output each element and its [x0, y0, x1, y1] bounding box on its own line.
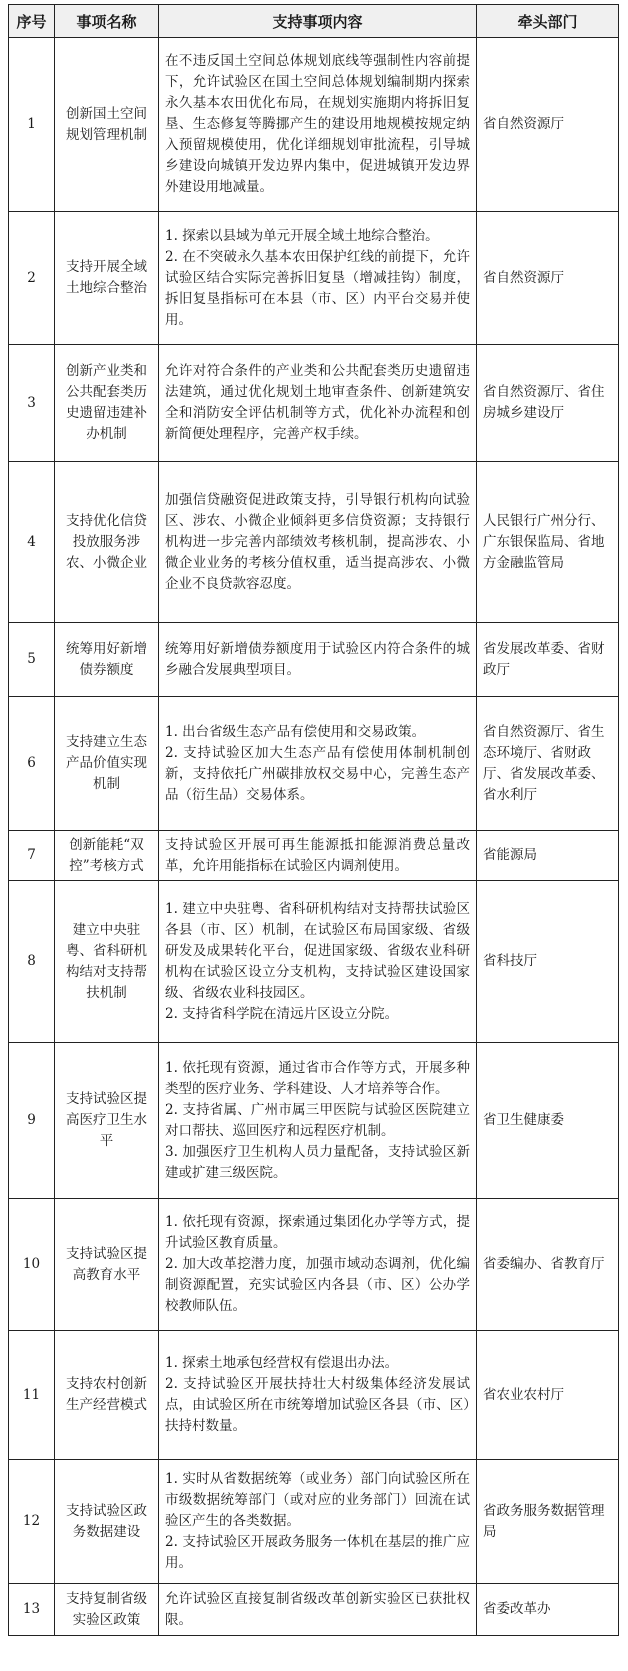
row-serial-number: 6	[9, 697, 55, 831]
row-item-name: 创新产业类和公共配套类历史遗留违建补办机制	[55, 345, 159, 462]
row-item-name: 支持复制省级实验区政策	[55, 1584, 159, 1636]
row-lead-department: 省能源局	[477, 831, 619, 881]
row-lead-department: 省自然资源厅	[477, 212, 619, 345]
row-lead-department: 省科技厅	[477, 881, 619, 1043]
row-support-content	[159, 462, 477, 623]
row-support-content	[159, 38, 477, 212]
row-serial-number: 2	[9, 212, 55, 345]
table-header-row	[9, 5, 619, 38]
row-item-name: 支持开展全域土地综合整治	[55, 212, 159, 345]
row-lead-department: 人民银行广州分行、广东银保监局、省地方金融监管局	[477, 462, 619, 623]
header-serial-number: 序号	[9, 5, 55, 38]
table-row	[9, 345, 619, 462]
content-paragraph: 统筹用好新增债券额度用于试验区内符合条件的城乡融合发展典型项目。	[165, 640, 470, 678]
table-row	[9, 831, 619, 881]
content-paragraph: 2. 支持省科学院在清远片区设立分院。	[165, 1005, 399, 1022]
row-lead-department: 省自然资源厅、省生态环境厅、省财政厅、省发展改革委、省水利厅	[477, 697, 619, 831]
row-serial-number: 13	[9, 1584, 55, 1636]
content-paragraph: 2. 在不突破永久基本农田保护红线的前提下，允许试验区结合实际完善拆旧复垦（增减挂钩）制度，拆旧复垦指标可在本县（市、区）内平台交易并使用。	[165, 248, 470, 328]
row-item-name: 创新能耗“双控”考核方式	[55, 831, 159, 881]
table-row	[9, 623, 619, 697]
content-paragraph: 2. 支持省属、广州市属三甲医院与试验区医院建立对口帮扶、巡回医疗和远程医疗机制。	[165, 1101, 470, 1139]
row-support-content	[159, 1043, 477, 1199]
table-row	[9, 212, 619, 345]
row-lead-department: 省自然资源厅	[477, 38, 619, 212]
content-paragraph: 2. 支持试验区加大生态产品有偿使用体制机制创新，支持依托广州碳排放权交易中心，完善生态产品（衍生品）交易体系。	[165, 744, 470, 803]
table-body	[9, 38, 619, 1636]
row-lead-department: 省委改革办	[477, 1584, 619, 1636]
row-support-content	[159, 1331, 477, 1460]
content-paragraph: 加强信贷融资促进政策支持，引导银行机构向试验区、涉农、小微企业倾斜更多信贷资源；支持银行机构进一步完善内部绩效考核机制，提高涉农、小微企业业务的考核分值权重，适当提高涉农、小微企业不良贷款容忍度。	[165, 491, 470, 592]
row-lead-department: 省政务服务数据管理局	[477, 1460, 619, 1584]
content-paragraph: 1. 建立中央驻粤、省科研机构结对支持帮扶试验区各县（市、区）机制，在试验区布局国家级、省级研发及成果转化平台，促进国家级、省级农业科研机构在试验区设立分支机构，支持试验区建设国家级、省级农业科技园区。	[165, 900, 470, 1001]
content-paragraph: 3. 加强医疗卫生机构人员力量配备，支持试验区新建或扩建三级医院。	[165, 1143, 470, 1181]
row-support-content	[159, 697, 477, 831]
content-paragraph: 支持试验区开展可再生能源抵扣能源消费总量改革，允许用能指标在试验区内调剂使用。	[165, 836, 470, 874]
row-item-name: 支持试验区提高教育水平	[55, 1199, 159, 1331]
row-serial-number: 7	[9, 831, 55, 881]
row-item-name: 建立中央驻粤、省科研机构结对支持帮扶机制	[55, 881, 159, 1043]
table-row	[9, 881, 619, 1043]
content-paragraph: 允许对符合条件的产业类和公共配套类历史遗留违法建筑，通过优化规划土地审查条件、创新建筑安全和消防安全评估机制等方式，优化补办流程和创新简便处理程序，完善产权手续。	[165, 363, 470, 442]
row-serial-number: 4	[9, 462, 55, 623]
row-item-name: 统筹用好新增债券额度	[55, 623, 159, 697]
table-row	[9, 1460, 619, 1584]
row-serial-number: 8	[9, 881, 55, 1043]
content-paragraph: 允许试验区直接复制省级改革创新实验区已获批权限。	[165, 1590, 470, 1628]
row-support-content	[159, 831, 477, 881]
row-support-content	[159, 1584, 477, 1636]
header-item-name: 事项名称	[55, 5, 159, 38]
header-support-content: 支持事项内容	[159, 5, 477, 38]
row-serial-number: 9	[9, 1043, 55, 1199]
content-paragraph: 在不违反国土空间总体规划底线等强制性内容前提下，允许试验区在国土空间总体规划编制期内探索永久基本农田优化布局，在规划实施期内将拆旧复垦、生态修复等腾挪产生的建设用地规模按规定纳入预留规模使用，优化详细规划审批流程，引导城乡建设向城镇开发边界内集中，促进城镇开发边界外建设用地减量。	[165, 53, 470, 195]
row-lead-department: 省自然资源厅、省住房城乡建设厅	[477, 345, 619, 462]
table-row	[9, 462, 619, 623]
content-paragraph: 1. 依托现有资源，探索通过集团化办学等方式，提升试验区教育质量。	[165, 1214, 470, 1251]
content-paragraph: 1. 出台省级生态产品有偿使用和交易政策。	[165, 723, 426, 740]
content-paragraph: 2. 支持试验区开展扶持壮大村级集体经济发展试点，由试验区所在市统筹增加试验区各县（市、区）扶持村数量。	[165, 1376, 470, 1434]
row-serial-number: 10	[9, 1199, 55, 1331]
row-item-name: 支持试验区政务数据建设	[55, 1460, 159, 1584]
content-paragraph: 1. 探索以县域为单元开展全域土地综合整治。	[165, 227, 439, 244]
row-support-content	[159, 881, 477, 1043]
row-support-content	[159, 1460, 477, 1584]
table-row	[9, 1331, 619, 1460]
row-item-name: 支持优化信贷投放服务涉农、小微企业	[55, 462, 159, 623]
row-lead-department: 省农业农村厅	[477, 1331, 619, 1460]
row-serial-number: 1	[9, 38, 55, 212]
row-item-name: 创新国土空间规划管理机制	[55, 38, 159, 212]
row-support-content	[159, 1199, 477, 1331]
row-serial-number: 3	[9, 345, 55, 462]
row-lead-department: 省卫生健康委	[477, 1043, 619, 1199]
row-lead-department: 省发展改革委、省财政厅	[477, 623, 619, 697]
table-row	[9, 1584, 619, 1636]
row-item-name: 支持试验区提高医疗卫生水平	[55, 1043, 159, 1199]
row-serial-number: 5	[9, 623, 55, 697]
table-row	[9, 1043, 619, 1199]
header-lead-department: 牵头部门	[477, 5, 619, 38]
table-row	[9, 697, 619, 831]
policy-table-page	[8, 4, 618, 1636]
policy-support-table	[8, 4, 619, 1636]
row-serial-number: 11	[9, 1331, 55, 1460]
content-paragraph: 1. 探索土地承包经营权有偿退出办法。	[165, 1355, 399, 1371]
row-support-content	[159, 212, 477, 345]
content-paragraph: 2. 加大改革挖潜力度，加强市域动态调剂，优化编制资源配置，充实试验区内各县（市、区）公办学校教师队伍。	[165, 1256, 470, 1314]
content-paragraph: 2. 支持试验区开展政务服务一体机在基层的推广应用。	[165, 1534, 470, 1571]
row-serial-number: 12	[9, 1460, 55, 1584]
content-paragraph: 1. 实时从省数据统筹（或业务）部门向试验区所在市级数据统筹部门（或对应的业务部门）回流在试验区产生的各类数据。	[165, 1471, 470, 1529]
table-row	[9, 38, 619, 212]
table-row	[9, 1199, 619, 1331]
content-paragraph: 1. 依托现有资源，通过省市合作等方式，开展多种类型的医疗业务、学科建设、人才培养等合作。	[165, 1059, 470, 1097]
row-support-content	[159, 345, 477, 462]
row-item-name: 支持建立生态产品价值实现机制	[55, 697, 159, 831]
row-lead-department: 省委编办、省教育厅	[477, 1199, 619, 1331]
row-item-name: 支持农村创新生产经营模式	[55, 1331, 159, 1460]
row-support-content	[159, 623, 477, 697]
